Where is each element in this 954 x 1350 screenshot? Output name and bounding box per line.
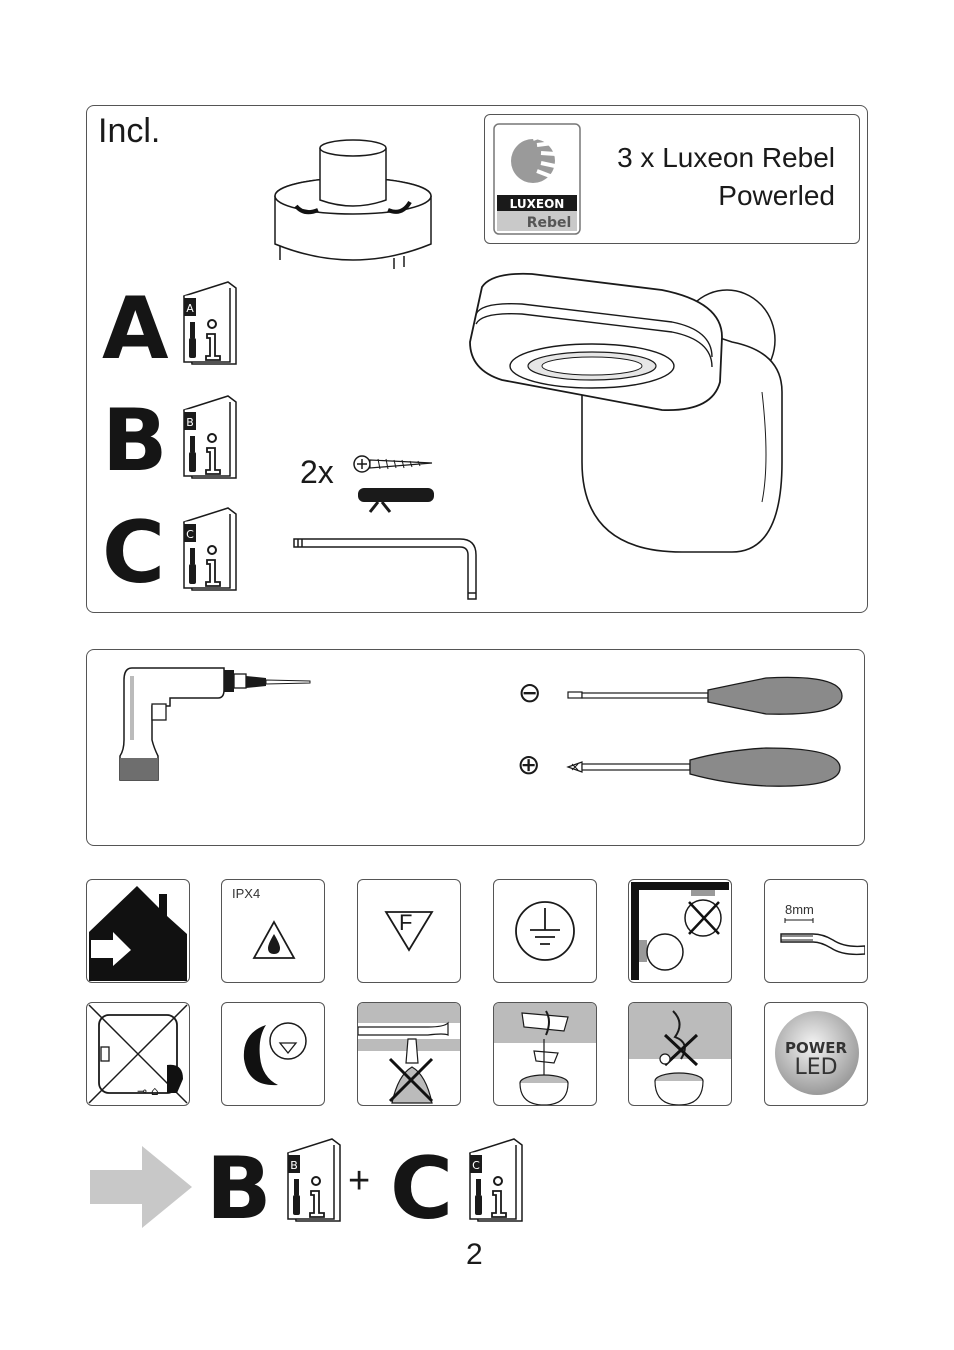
luxeon-logo-sub: Rebel — [526, 215, 572, 231]
crossed-decoration-icon — [629, 1003, 731, 1105]
power-led-top-text: POWER — [784, 1039, 848, 1057]
luxeon-description — [617, 139, 835, 215]
slotted-screwdriver-icon — [566, 674, 846, 718]
manual-booklet-icon-c — [180, 504, 240, 594]
wire-strip-tile — [764, 879, 868, 983]
crossed-switch-icon — [87, 1003, 189, 1105]
earth-ground-tile — [493, 879, 597, 983]
water-drop-triangle-icon — [252, 920, 296, 960]
class-f-tile — [357, 879, 461, 983]
luxeon-rebel-logo — [493, 123, 581, 235]
manual-tag-c: C — [186, 528, 194, 541]
phillips-screwdriver-symbol: ⊕ — [517, 748, 541, 781]
wire-strip-length: 8mm — [785, 902, 814, 917]
ipx-label: IPX4 — [232, 886, 261, 901]
no-cable-route-tile — [357, 1002, 461, 1106]
luxeon-line-2: Powerled — [718, 180, 835, 211]
manual-letter-c: C — [102, 503, 166, 603]
next-plus-sign: + — [348, 1160, 371, 1202]
page-number: 2 — [466, 1238, 483, 1271]
no-dimmer-tile — [86, 1002, 190, 1106]
wall-only-icon — [629, 880, 731, 982]
allen-key-icon — [292, 535, 482, 603]
luxeon-info-box — [484, 114, 860, 244]
screws-quantity: 2x — [300, 454, 334, 490]
wire-icon — [773, 918, 865, 964]
mounting-base-illustration — [268, 136, 438, 276]
next-tag-b: B — [290, 1159, 298, 1172]
next-step-arrow-icon — [88, 1144, 194, 1230]
phillips-screwdriver-icon — [566, 744, 842, 790]
manual-booklet-icon-a — [180, 278, 240, 368]
power-led-bottom-text: LED — [794, 1055, 838, 1080]
slotted-screwdriver-symbol: ⊖ — [518, 676, 542, 709]
sensor-night-tile — [221, 1002, 325, 1106]
next-letter-b: B — [206, 1139, 272, 1239]
manual-letter-b: B — [102, 391, 168, 491]
svg-text:⊸ ⌂: ⊸ ⌂ — [137, 1084, 159, 1098]
manual-booklet-icon-b — [180, 392, 240, 482]
indoor-use-tile — [86, 879, 190, 983]
ceiling-fixture-tile — [493, 1002, 597, 1106]
ipx4-tile — [221, 879, 325, 983]
next-manual-booklet-b — [284, 1134, 344, 1226]
next-letter-c: C — [390, 1139, 454, 1239]
crossed-cable-icon — [358, 1003, 460, 1105]
house-arrow-icon — [87, 880, 189, 982]
manual-tag-a: A — [186, 302, 194, 315]
class-f-label: F — [399, 910, 413, 935]
manual-tag-b: B — [186, 416, 194, 429]
ground-icon — [494, 880, 596, 982]
moon-sensor-icon — [222, 1003, 324, 1105]
drill-icon — [112, 660, 316, 784]
luxeon-logo-word: LUXEON — [509, 197, 565, 211]
manual-letter-a: A — [102, 279, 169, 379]
screw-and-plug-icon — [352, 452, 438, 514]
fixture-assembly-icon — [494, 1003, 596, 1105]
no-ceiling-mount-tile — [628, 879, 732, 983]
no-flammable-tile — [628, 1002, 732, 1106]
included-title: Incl. — [98, 112, 161, 150]
wall-lamp-illustration — [462, 262, 812, 562]
power-led-tile — [764, 1002, 868, 1106]
next-manual-booklet-c — [466, 1134, 526, 1226]
next-tag-c: C — [472, 1159, 480, 1172]
luxeon-line-1: 3 x Luxeon Rebel — [617, 142, 835, 173]
